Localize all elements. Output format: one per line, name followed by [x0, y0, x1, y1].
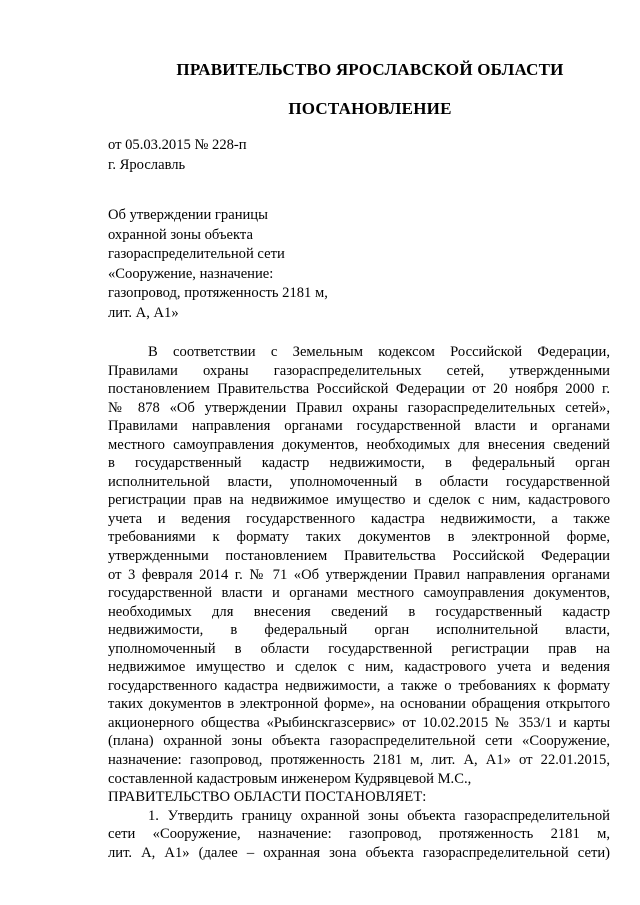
subject-line: лит. А, А1»: [108, 304, 179, 321]
subject-line: Об утверждении границы: [108, 207, 268, 223]
item-1-line: 1. Утвердить границу охранной зоны объекта газораспределительной: [148, 807, 610, 824]
subject-line: газопровод, протяженность 2181 м,: [108, 285, 328, 301]
preamble-line: государственного кадастра недвижимости, а также о требованиях к формату: [108, 677, 610, 694]
government-title: ПРАВИТЕЛЬСТВО ЯРОСЛАВСКОЙ ОБЛАСТИ: [176, 60, 564, 79]
preamble-line: от 3 февраля 2014 г. № 71 «Об утверждении Правил направления органами: [108, 566, 610, 583]
subject-line: «Сооружение, назначение:: [108, 265, 274, 282]
preamble-paragraph: [108, 343, 610, 788]
preamble-line: недвижимости, в федеральный орган исполнительной власти,: [108, 622, 610, 639]
preamble-line: недвижимое имущество и сделок с ним, кадастрового учета и ведения: [108, 659, 610, 676]
preamble-line: № 878 «Об утверждении Правил охраны газораспределительных сетей»,: [108, 399, 610, 416]
date-number-line: от 05.03.2015 № 228-п: [108, 137, 247, 153]
preamble-line: постановлением Правительства Российской Федерации от 20 ноября 2000 г.: [108, 381, 610, 398]
preamble-line: утвержденными постановлением Правительства Российской Федерации: [108, 548, 610, 565]
preamble-line: назначение: газопровод, протяженность 2181 м, лит. А, А1» от 22.01.2015,: [108, 752, 610, 769]
preamble-line: необходимых для внесения сведений в государственный кадастр: [108, 603, 610, 620]
preamble-line: исполнительной власти, уполномоченный в области государственной: [108, 473, 610, 490]
item-1-line: сети «Сооружение, назначение: газопровод, протяженность 2181 м,: [108, 826, 610, 843]
preamble-line: таких документов в электронной форме», на основании обращения открытого: [108, 696, 610, 713]
document-type-heading: ПОСТАНОВЛЕНИЕ: [288, 99, 452, 118]
preamble-line: требованиями к формату таких документов в электронной форме,: [108, 529, 610, 546]
subject-line: газораспределительной сети: [108, 246, 285, 262]
item-1-paragraph: [108, 807, 610, 863]
preamble-line: государственной власти и органами местного самоуправления документов,: [108, 585, 610, 602]
preamble-line: В соответствии с Земельным кодексом Российской Федерации,: [148, 344, 610, 360]
city-line: г. Ярославль: [108, 157, 186, 173]
document-subject: [108, 206, 328, 323]
preamble-line: (плана) охранной зоны объекта газораспределительной сети «Сооружение,: [108, 733, 610, 750]
subject-line: охранной зоны объекта: [108, 226, 253, 243]
document-body: [108, 343, 610, 862]
preamble-line: регистрации прав на недвижимое имущество и сделок с ним, кадастрового: [108, 492, 610, 509]
preamble-line: акционерного общества «Рыбинскгазсервис» от 10.02.2015 № 353/1 и карты: [108, 714, 610, 731]
preamble-line: местного самоуправления документов, необходимых для внесения сведений: [108, 436, 610, 453]
resolves-clause: ПРАВИТЕЛЬСТВО ОБЛАСТИ ПОСТАНОВЛЯЕТ:: [108, 789, 427, 806]
item-1-line: лит. А, А1» (далее – охранная зона объекта газораспределительной сети): [108, 844, 610, 861]
preamble-line: Правилами охраны газораспределительных сетей, утвержденными: [108, 362, 610, 379]
preamble-line: составленной кадастровым инженером Кудрявцевой М.С.,: [108, 770, 472, 787]
preamble-line: учета и ведения государственного кадастра недвижимости, а также: [108, 510, 610, 527]
preamble-line: уполномоченный в области государственной регистрации прав на: [108, 640, 610, 657]
preamble-line: Правилами направления органами государственной власти и органами: [108, 418, 610, 435]
preamble-line: в государственный кадастр недвижимости, в федеральный орган: [108, 455, 610, 472]
